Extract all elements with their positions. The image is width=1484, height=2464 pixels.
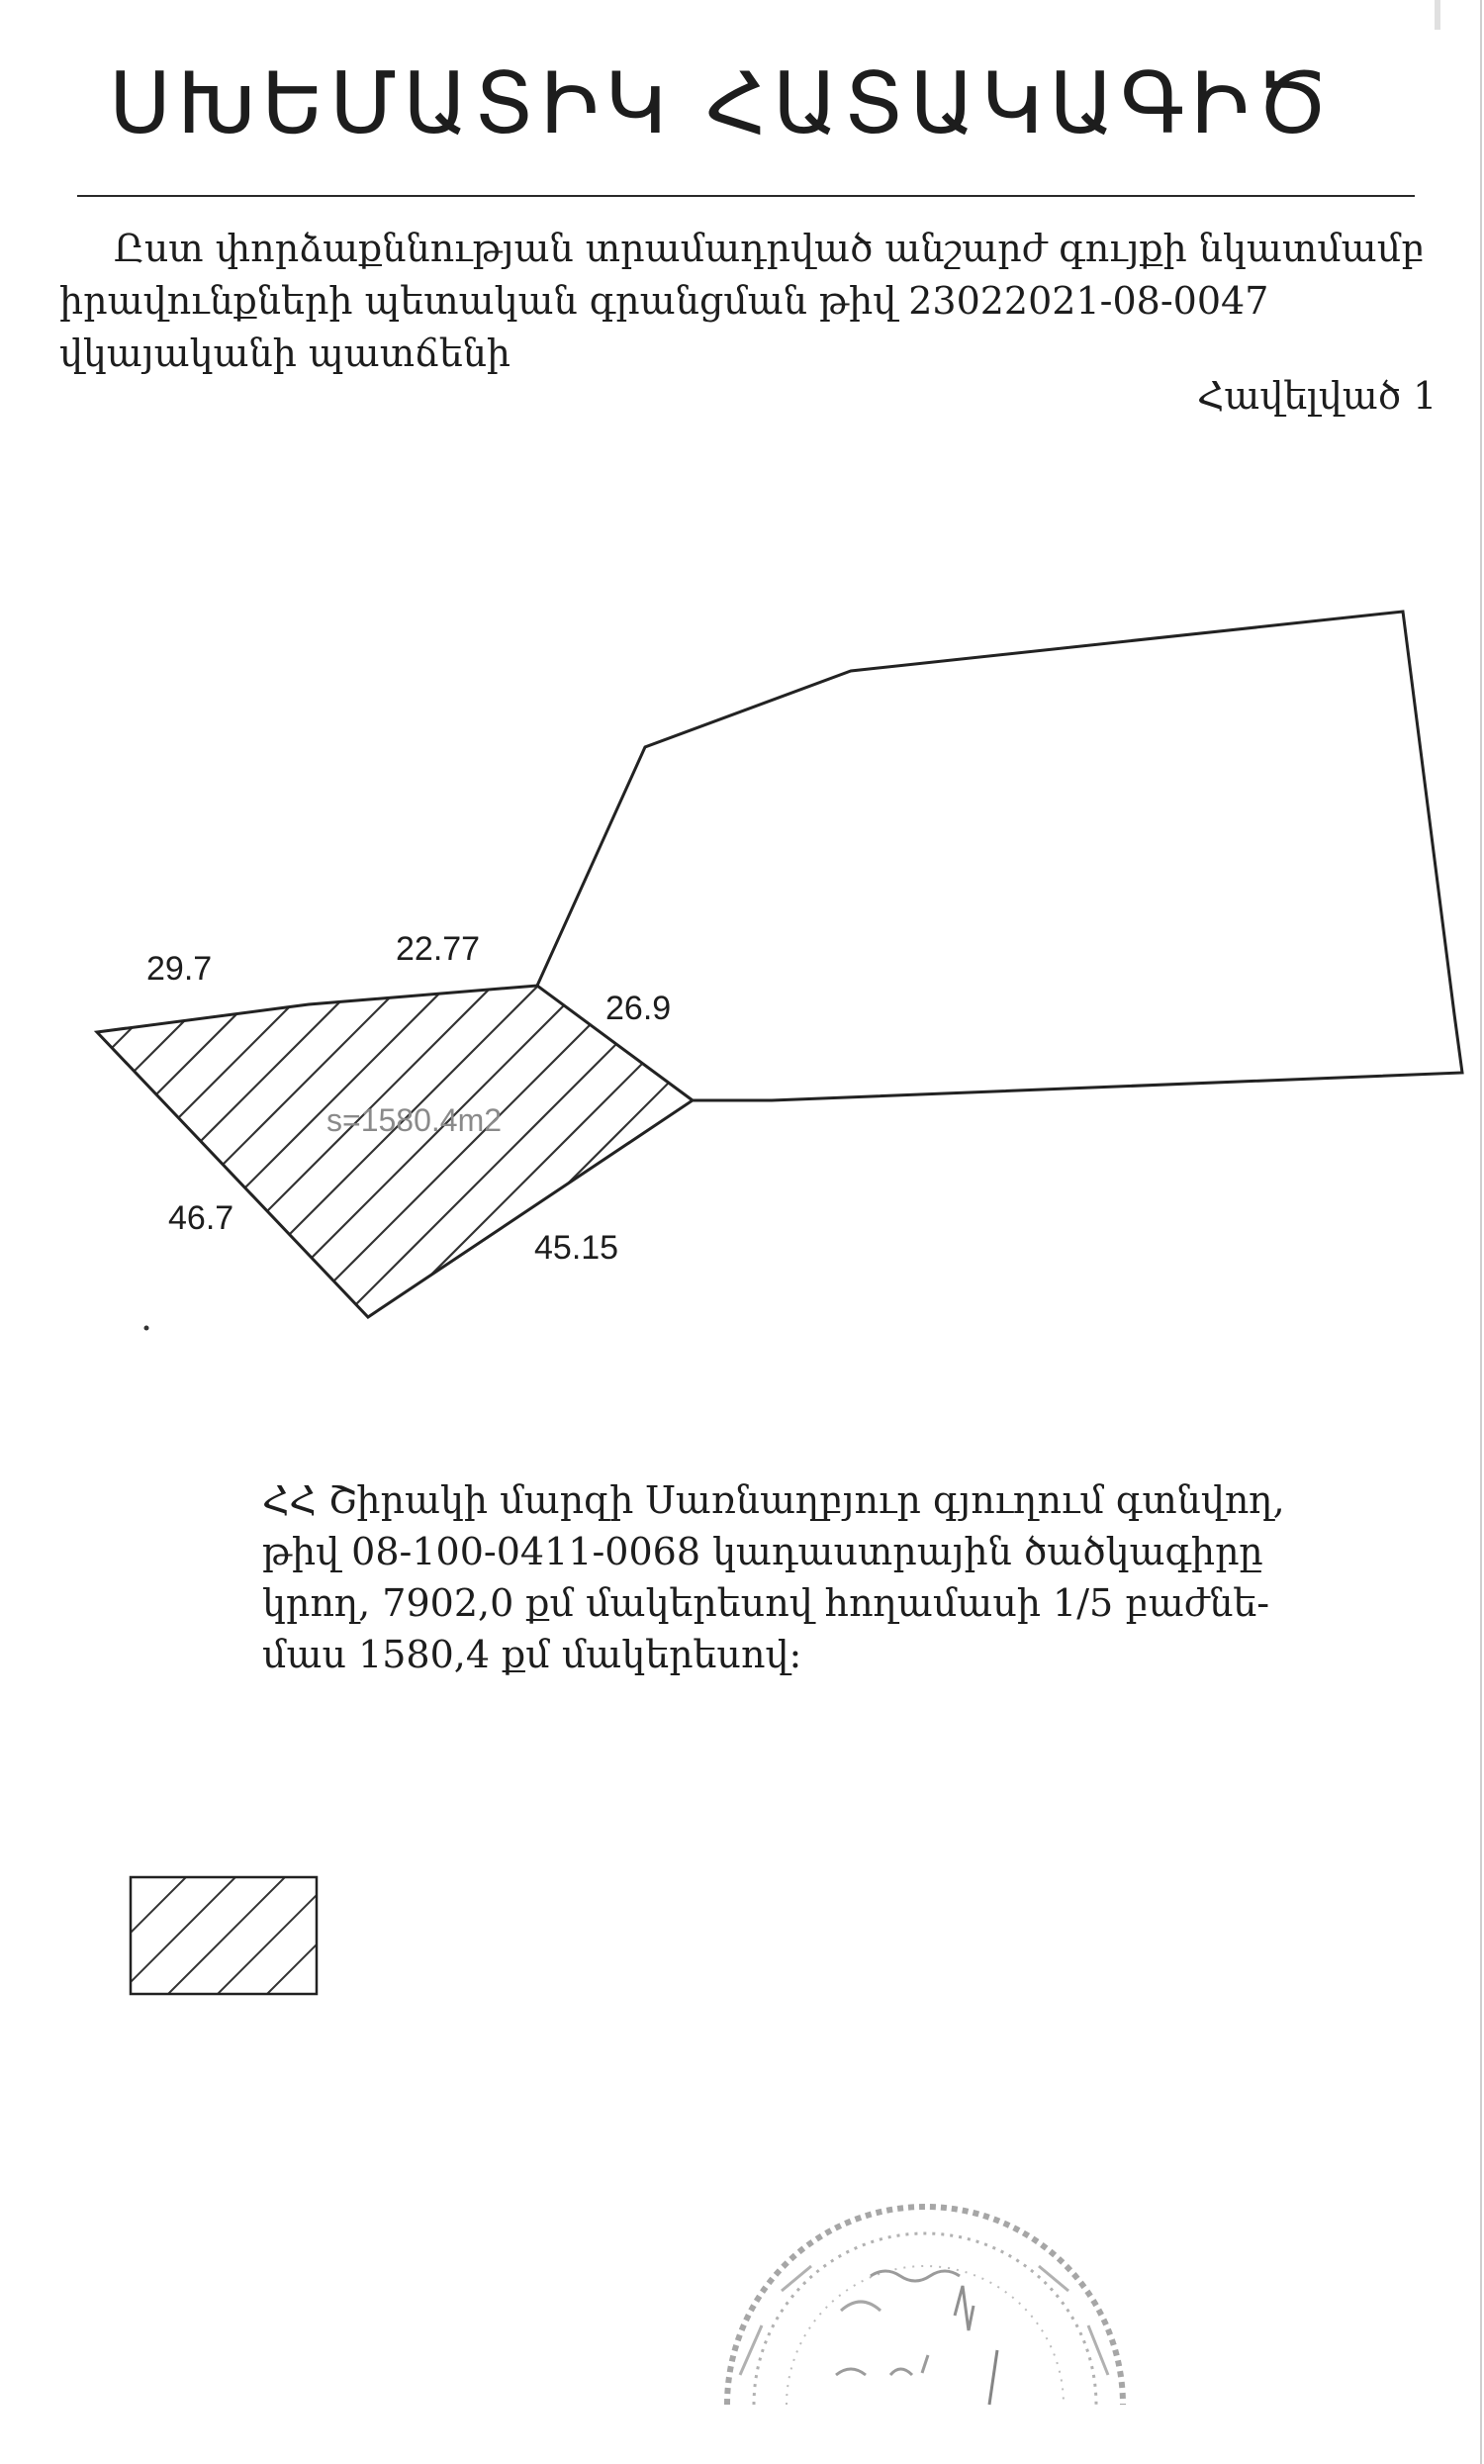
edge-length-label: 26.9 (605, 990, 672, 1027)
parcel-description (262, 1474, 1285, 1680)
document-title: ՍԽԵՄԱՏԻԿ ՀԱՏԱԿԱԳԻԾ (109, 54, 1335, 153)
description-line: թիվ 08-100-0411-0068 կադաստրային ծածկագիրը (262, 1530, 1263, 1573)
edge-length-label: 45.15 (534, 1229, 619, 1267)
description-line: ՀՀ Շիրակի մարզի Սառնաղբյուր գյուղում գտնվող, (262, 1478, 1285, 1522)
stray-dot (144, 1326, 149, 1331)
intro-paragraph (59, 223, 1425, 380)
hatch-line (0, 970, 281, 1366)
description-line: կրող, 7902,0 քմ մակերեսով հողամասի 1/5 բաժնե- (262, 1581, 1270, 1625)
hatch-line (431, 970, 827, 1366)
hatch-line (0, 970, 190, 1366)
edge-length-label: 46.7 (168, 1199, 234, 1237)
edge-length-label: 22.77 (396, 930, 481, 968)
hatch-line (295, 970, 691, 1366)
hatch-line (522, 970, 918, 1366)
hatch-line (249, 970, 645, 1366)
legend-hatched-swatch (129, 1875, 326, 2004)
round-seal-stamp-icon (693, 2078, 1158, 2415)
hatch-line (113, 970, 509, 1366)
hatch-line (340, 970, 736, 1366)
annex-label: Հավելված 1 (1197, 374, 1438, 418)
intro-line: վկայականի պատճենի (59, 332, 511, 375)
hatch-line (0, 970, 372, 1366)
parcel-hatching (0, 970, 1055, 1366)
hatch-line (477, 970, 873, 1366)
hatch-line (0, 970, 326, 1366)
hatch-line (386, 970, 782, 1366)
intro-line: իրավունքների պետական գրանցման թիվ 23022021-08-0047 (59, 279, 1269, 323)
title-underline (77, 195, 1415, 197)
hatch-line (613, 970, 1009, 1366)
hatch-line (204, 970, 600, 1366)
hatch-line (659, 970, 1055, 1366)
edge-length-label: 29.7 (146, 950, 213, 988)
hatch-line (568, 970, 964, 1366)
hatched-parcel-outline (97, 986, 693, 1317)
page-edge-mark (1435, 0, 1440, 30)
outer-parcel-outline (537, 612, 1462, 1100)
intro-line: Ըստ փորձաքննության տրամադրված անշարժ գույքի նկատմամբ (114, 227, 1425, 270)
hatch-line (0, 970, 99, 1366)
parcel-plan-drawing (0, 554, 1484, 1366)
area-label: s=1580.4m2 (326, 1102, 503, 1138)
description-line: մաս 1580,4 քմ մակերեսով: (262, 1633, 802, 1676)
